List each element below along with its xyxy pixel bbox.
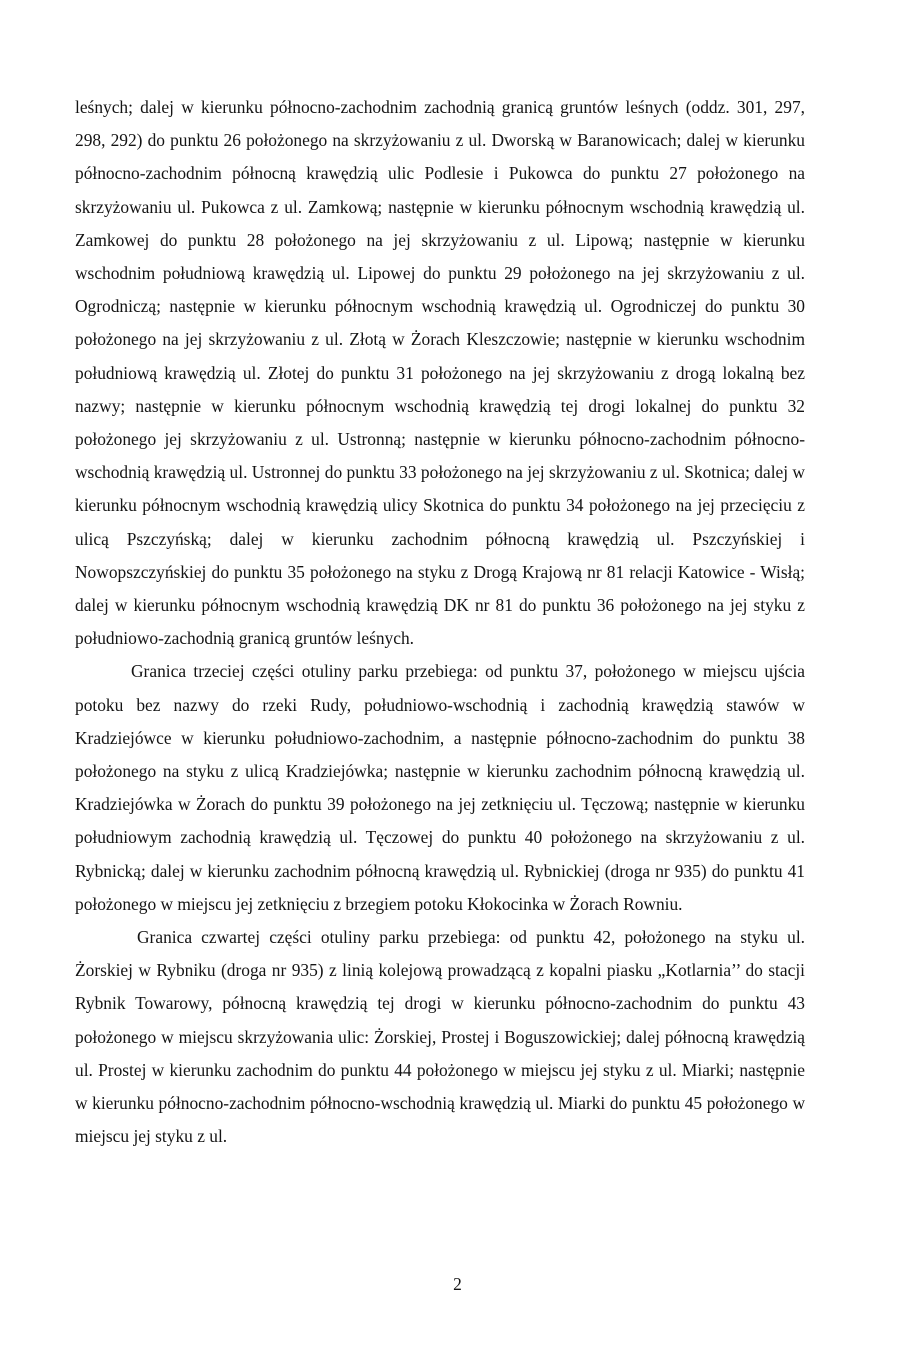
paragraph-continuation: leśnych; dalej w kierunku północno-zachodnim zachodnią granicą gruntów leśnych (oddz. 301, 297, 298, 292) do punktu 26 położonego na skrzyżowaniu z ul. Dworską w Baranowicach; dalej w kierunku północno-zachodnim północną krawędzią ulic Podlesie i Pukowca do punktu 27 położonego na skrzyżowaniu ul. Pukowca z ul. Zamkową; następnie w kierunku północnym wschodnią krawędzią ul. Zamkowej do punktu 28 położonego na jej skrzyżowaniu z ul. Lipową; następnie w kierunku wschodnim południową krawędzią ul. Lipowej do punktu 29 położonego na jej skrzyżowaniu z ul. Ogrodniczą; następnie w kierunku północnym wschodnią krawędzią ul. Ogrodniczej do punktu 30 położonego na jej skrzyżowaniu z ul. Złotą w Żorach Kleszczowie; następnie w kierunku wschodnim południową krawędzią ul. Złotej do punktu 31 położonego na jej skrzyżowaniu z drogą lokalną bez nazwy; następnie w kierunku północnym wschodnią krawędzią tej drogi lokalnej do punktu 32 położonego jej skrzyżowaniu z ul. Ustronną; następnie w kierunku północno-zachodnim północno-wschodnią krawędzią ul. Ustronnej do punktu 33 położonego na jej skrzyżowaniu z ul. Skotnica; dalej w kierunku północnym wschodnią krawędzią ulicy Skotnica do punktu 34 położonego na jej przecięciu z ulicą Pszczyńską; dalej w kierunku zachodnim północną krawędzią ul. Pszczyńskiej i Nowopszczyńskiej do punktu 35 położonego na styku z Drogą Krajową nr 81 relacji Katowice - Wisłą; dalej w kierunku północnym wschodnią krawędzią DK nr 81 do punktu 36 położonego na jej styku z południowo-zachodnią granicą gruntów leśnych. xyxy=(75,97,805,649)
document-body xyxy=(75,91,805,1154)
page-number: 2 xyxy=(453,1274,462,1294)
paragraph-fourth-part-boundary: Granica czwartej części otuliny parku przebiega: od punktu 42, położonego na styku ul. Żorskiej w Rybniku (droga nr 935) z linią kolejową prowadzącą z kopalni piasku „Kotlarnia’’ do stacji Rybnik Towarowy, północną krawędzią tej drogi w kierunku północno-zachodnim do punktu 43 położonego w miejscu skrzyżowania ulic: Żorskiej, Prostej i Boguszowickiej; dalej północną krawędzią ul. Prostej w kierunku zachodnim do punktu 44 położonego w miejscu jej styku z ul. Miarki; następnie w kierunku północno-zachodnim północno-wschodnią krawędzią ul. Miarki do punktu 45 położonego w miejscu jej styku z ul. xyxy=(75,927,805,1147)
paragraph-third-part-boundary: Granica trzeciej części otuliny parku przebiega: od punktu 37, położonego w miejscu ujścia potoku bez nazwy do rzeki Rudy, południowo-wschodnią i zachodnią krawędzią stawów w Kradziejówce w kierunku południowo-zachodnim, a następnie północno-zachodnim do punktu 38 położonego na styku z ulicą Kradziejówka; następnie w kierunku zachodnim północną krawędzią ul. Kradziejówka w Żorach do punktu 39 położonego na jej zetknięciu ul. Tęczową; następnie w kierunku południowym zachodnią krawędzią ul. Tęczowej do punktu 40 położonego na skrzyżowaniu z ul. Rybnicką; dalej w kierunku zachodnim północną krawędzią ul. Rybnickiej (droga nr 935) do punktu 41 położonego w miejscu jej zetknięciu z brzegiem potoku Kłokocinka w Żorach Rowniu. xyxy=(75,661,805,914)
